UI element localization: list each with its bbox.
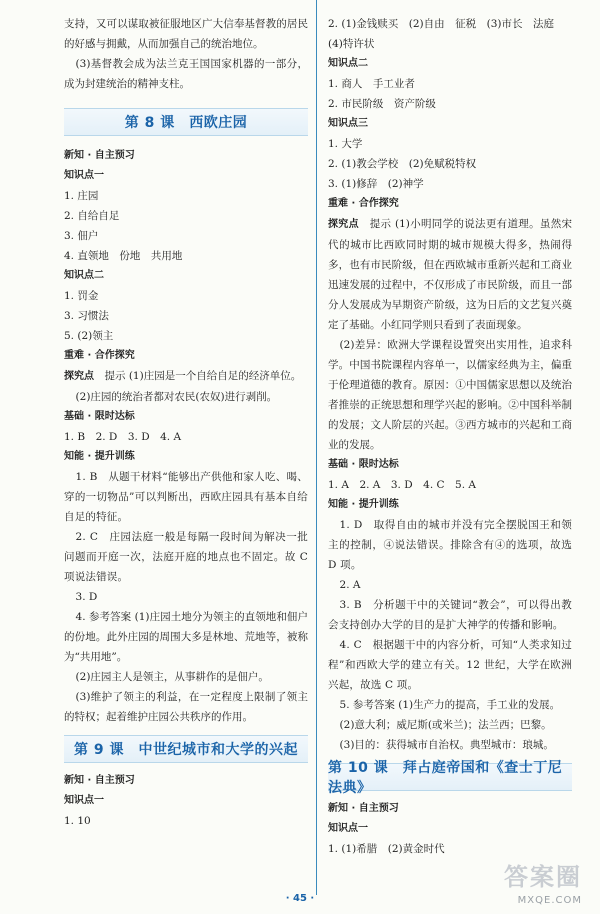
answer-5c: (3)目的：获得城市自治权。典型城市：琅城。: [339, 739, 554, 751]
answer-5b: (2)意大利；威尼斯(或米兰)；法兰西；巴黎。: [339, 719, 552, 731]
lesson-10-title: 第 10 课 拜占庭帝国和《查士丁尼法典》: [328, 763, 572, 791]
list-item: 1. 大学: [328, 138, 363, 150]
watermark-logo: 答案圈: [504, 863, 582, 891]
list-item: 2. 自给自足: [64, 210, 120, 222]
list-item: 2. (1)金钱赎买 (2)自由 征税 (3)市长 法庭: [328, 18, 554, 30]
list-item: 1. 10: [64, 815, 91, 827]
section-preview: 新知 · 自主预习: [328, 803, 399, 814]
list-item: 3. 习惯法: [64, 310, 109, 322]
lesson-8-title: 第 8 课 西欧庄园: [64, 108, 308, 136]
section-ability: 知能 · 提升训练: [328, 499, 399, 510]
list-item: 1. 商人 手工业者: [328, 78, 415, 90]
answer-3: 3. B 分析题干中的关键词“教会”，可以得出教会支持创办大学的目的是扩大神学的传播和影响。: [328, 599, 572, 631]
answer-4b: (2)庄园主人是领主，从事耕作的是佃户。: [75, 671, 269, 683]
list-item: 2. 市民阶级 资产阶级: [328, 98, 436, 110]
knowledge-point-2: 知识点二: [328, 58, 368, 69]
right-column: [328, 14, 572, 859]
knowledge-point-3: 知识点三: [328, 118, 368, 129]
page-number: · 45 ·: [285, 893, 315, 904]
section-preview: 新知 · 自主预习: [64, 150, 135, 161]
section-cooperate: 重难 · 合作探究: [64, 350, 135, 361]
knowledge-point-2: 知识点二: [64, 270, 104, 281]
basic-answers: 1. B 2. D 3. D 4. A: [64, 431, 182, 443]
answer-2: 2. C 庄园法庭一般是每隔一段时间为解决一批问题而开庭一次，法庭开庭的地点也不固定。故 C 项说法错误。: [64, 531, 308, 583]
knowledge-point-1: 知识点一: [64, 795, 104, 806]
explore-paragraph-2: (2)庄园的统治者都对农民(农奴)进行剥削。: [75, 391, 278, 403]
list-item: 5. (2)领主: [64, 330, 114, 342]
list-item: 3. (1)修辞 (2)神学: [328, 178, 424, 190]
answer-5: 5. 参考答案 (1)生产力的提高，手工业的发展。: [339, 699, 561, 711]
intro-paragraph-2: (3)基督教会成为法兰克王国国家机器的一部分，成为封建统治的精神支柱。: [64, 58, 308, 90]
list-item: 1. 罚金: [64, 290, 99, 302]
answer-4: 4. 参考答案 (1)庄园土地分为领主的直领地和佃户的份地。此外庄园的周围大多是林地、荒地等，被称为“共用地”。: [64, 611, 308, 663]
explore-label: 探究点: [64, 371, 94, 382]
section-basic: 基础 · 限时达标: [328, 459, 399, 470]
list-item: 4. 直领地 份地 共用地: [64, 250, 183, 262]
knowledge-point-1: 知识点一: [328, 823, 368, 834]
answer-4: 4. C 根据题干中的内容分析，可知“人类求知过程”和西欧大学的建立有关。12 世纪，大学在欧洲兴起，故选 C 项。: [328, 639, 572, 691]
basic-answers: 1. A 2. A 3. D 4. C 5. A: [328, 479, 476, 491]
explore-paragraph-2: (2)差异：欧洲大学课程设置突出实用性，追求科学。中国书院课程内容单一，以儒家经典为主，偏重于伦理道德的教育。原因：①中国儒家思想以及统治者推崇的正统思想和理学兴起的影响。②中国科举制的发展；文人阶层的兴起。③西方城市的兴起和工商业的发展。: [328, 339, 572, 451]
answer-3: 3. D: [75, 591, 98, 603]
explore-paragraph: 探究点 提示 (1)小明同学的说法更有道理。虽然宋代的城市比西欧同时期的城市规模大得多，热闹得多，也有市民阶级，但在西欧城市重新兴起和工商业迅速发展的过程中，不仅形成了市民阶级，而且一部分人发展成为早期资产阶级，这为日后的文艺复兴奠定了基础。小红同学则只看到了表面现象。: [328, 218, 573, 331]
answer-4c: (3)维护了领主的利益，在一定程度上限制了领主的特权；起着维护庄园公共秩序的作用。: [64, 691, 308, 723]
list-item: 1. (1)希腊 (2)黄金时代: [328, 843, 445, 855]
knowledge-point-1: 知识点一: [64, 170, 104, 181]
intro-paragraph-1: 支持，又可以谋取被征服地区广大信奉基督教的居民的好感与拥戴，从而加强自己的统治地位。: [64, 18, 308, 50]
section-cooperate: 重难 · 合作探究: [328, 198, 399, 209]
left-column: [64, 14, 308, 831]
explore-paragraph: 探究点 提示 (1)庄园是一个自给自足的经济单位。: [64, 370, 302, 382]
answer-1: 1. B 从题干材料“能够出产供他和家人吃、喝、穿的一切物品”可以判断出，西欧庄园具有基本自给自足的特征。: [64, 471, 308, 523]
section-ability: 知能 · 提升训练: [64, 451, 135, 462]
answer-2: 2. A: [339, 579, 361, 591]
list-item: 2. (1)教会学校 (2)免赋税特权: [328, 158, 477, 170]
explore-label: 探究点: [328, 219, 359, 230]
list-item: 3. 佃户: [64, 230, 99, 242]
column-divider: [316, 0, 317, 895]
answer-1: 1. D 取得自由的城市并没有完全摆脱国王和领主的控制，④说法错误。排除含有④的选项，故选 D 项。: [328, 519, 572, 571]
section-basic: 基础 · 限时达标: [64, 411, 135, 422]
lesson-9-title: 第 9 课 中世纪城市和大学的兴起: [64, 735, 308, 763]
list-item: (4)特许状: [328, 38, 375, 50]
list-item: 1. 庄园: [64, 190, 99, 202]
section-preview: 新知 · 自主预习: [64, 775, 135, 786]
watermark-url: MXQE.COM: [517, 895, 582, 906]
